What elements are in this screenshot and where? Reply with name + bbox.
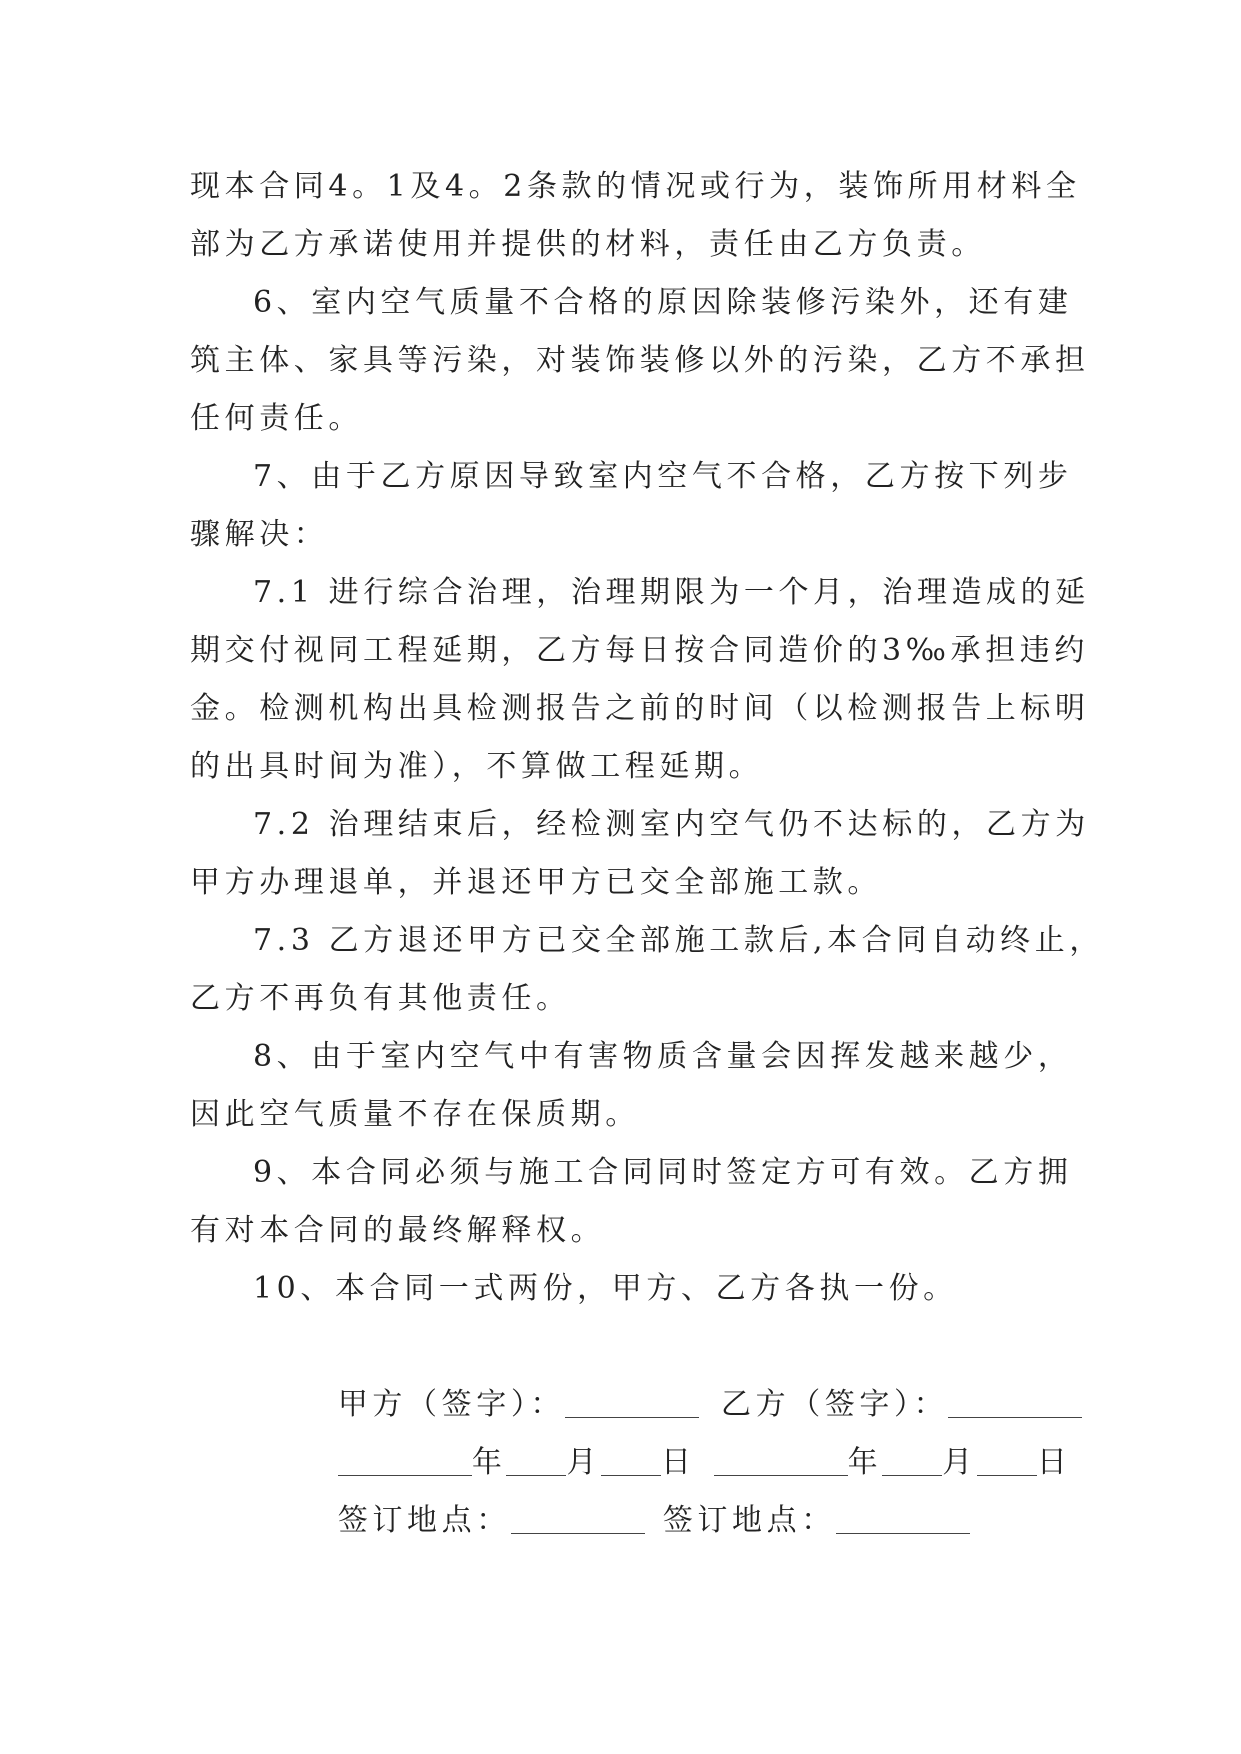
text-line: 现本合同4。1及4。2条款的情况或行为，装饰所用材料全	[190, 169, 1081, 204]
contract-body	[190, 158, 1104, 1538]
text-line: 部为乙方承诺使用并提供的材料，责任由乙方负责。	[190, 227, 986, 262]
party-b-year-field[interactable]	[714, 1445, 848, 1476]
text-line: 乙方不再负有其他责任。	[190, 981, 571, 1016]
party-b-place-field[interactable]	[836, 1503, 970, 1534]
text-line: 任何责任。	[190, 401, 363, 436]
clause-7-3-line: 7.3 乙方退还甲方已交全部施工款后,本合同自动终止，	[253, 923, 1104, 958]
clause-10-line: 10、本合同一式两份，甲方、乙方各执一份。	[253, 1271, 958, 1306]
clause-6-line: 6、室内空气质量不合格的原因除装修污染外，还有建	[253, 285, 1073, 320]
party-b-signature-label: 乙方（签字）：	[721, 1387, 949, 1422]
party-b-place-label: 签订地点：	[662, 1503, 836, 1538]
signature-row	[190, 1318, 1050, 1422]
text-line: 的出具时间为准），不算做工程延期。	[190, 749, 764, 784]
party-b-month-field[interactable]	[882, 1445, 942, 1476]
party-a-signature-label: 甲方（签字）：	[337, 1387, 566, 1422]
clause-8-line: 8、由于室内空气中有害物质含量会因挥发越来越少，	[253, 1039, 1073, 1074]
day-label: 日	[661, 1445, 696, 1480]
day-label: 日	[1036, 1445, 1072, 1480]
text-line: 期交付视同工程延期，乙方每日按合同造价的3‰承担违约	[190, 633, 1089, 668]
clause-7-1-line: 7.1 进行综合治理，治理期限为一个月，治理造成的延	[253, 575, 1090, 610]
party-a-month-field[interactable]	[506, 1445, 566, 1476]
text-line: 因此空气质量不存在保质期。	[190, 1097, 640, 1132]
year-label: 年	[471, 1445, 507, 1480]
party-a-year-field[interactable]	[338, 1445, 472, 1476]
clause-7-line: 7、由于乙方原因导致室内空气不合格，乙方按下列步	[253, 459, 1073, 494]
clause-9-line: 9、本合同必须与施工合同同时签定方可有效。乙方拥	[253, 1155, 1073, 1190]
party-a-signature-field[interactable]	[565, 1387, 699, 1418]
party-b-signature-field[interactable]	[948, 1387, 1082, 1418]
clause-7-2-line: 7.2 治理结束后，经检测室内空气仍不达标的，乙方为	[253, 807, 1090, 842]
party-b-day-field[interactable]	[977, 1445, 1037, 1476]
text-line: 甲方办理退单，并退还甲方已交全部施工款。	[190, 865, 882, 900]
text-line: 筑主体、家具等污染，对装饰装修以外的污染，乙方不承担	[190, 343, 1090, 378]
party-a-place-label: 签订地点：	[337, 1503, 511, 1538]
party-a-day-field[interactable]	[601, 1445, 661, 1476]
text-line: 有对本合同的最终解释权。	[190, 1213, 606, 1248]
year-label: 年	[847, 1445, 883, 1480]
month-label: 月	[566, 1445, 602, 1480]
text-line: 骤解决：	[190, 517, 329, 552]
party-a-place-field[interactable]	[511, 1503, 645, 1534]
text-line: 金。检测机构出具检测报告之前的时间（以检测报告上标明	[190, 691, 1090, 726]
month-label: 月	[942, 1445, 977, 1480]
